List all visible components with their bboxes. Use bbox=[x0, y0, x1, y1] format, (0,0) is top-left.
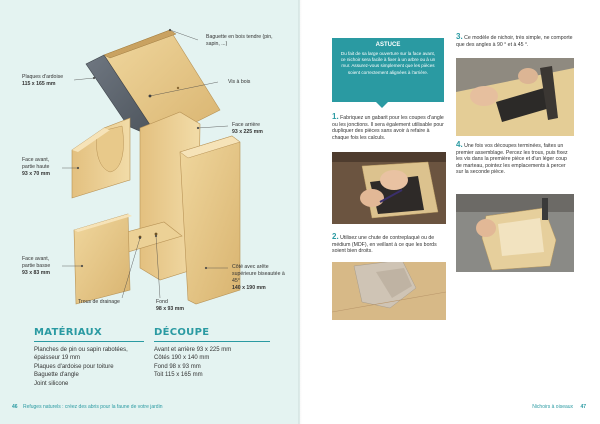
label-avant-bas bbox=[22, 256, 62, 277]
label-arriere-dim: 93 x 225 mm bbox=[232, 129, 263, 135]
decoupe-list bbox=[154, 346, 231, 380]
label-cote-title: Côté avec arête supérieure biseautée à 45° bbox=[232, 264, 285, 284]
astuce-box bbox=[332, 38, 444, 102]
list-item: Toit 115 x 165 mm bbox=[154, 372, 203, 379]
label-avant-haut bbox=[22, 157, 62, 178]
label-avant-haut-title: Face avant, partie haute bbox=[22, 157, 50, 170]
step-text: Fabriquez un gabarit pour les coupes d'angle ou les jonctions. Il sera également utilisable pour dupliquer des pièces sans avoir à refaire à chaque fois les calculs. bbox=[332, 115, 444, 141]
step-number: 3. bbox=[456, 32, 463, 41]
label-trous: Trous de drainage bbox=[78, 299, 120, 305]
page-number-right: 47 bbox=[580, 404, 586, 410]
list-item: Baguette d'angle bbox=[34, 372, 79, 379]
list-item: Côtés 190 x 140 mm bbox=[154, 355, 210, 362]
step-4 bbox=[456, 142, 574, 176]
step-number: 1. bbox=[332, 112, 339, 121]
label-avant-bas-dim: 93 x 83 mm bbox=[22, 270, 50, 276]
list-item: Avant et arrière 93 x 225 mm bbox=[154, 347, 232, 353]
screw bbox=[177, 87, 179, 89]
list-item: Planches de pin ou sapin rabotées, bbox=[34, 347, 128, 353]
photo-step-3-angle-square bbox=[456, 58, 574, 136]
step-text: Utilisez une chute de contreplaqué ou de médium (MDF), en veillant à ce que les bords soient bien droits. bbox=[332, 235, 437, 255]
list-item: Joint silicone bbox=[34, 380, 69, 387]
label-ardoise bbox=[22, 74, 82, 88]
label-avant-haut-dim: 93 x 70 mm bbox=[22, 171, 50, 177]
label-cote-dim: 140 x 190 mm bbox=[232, 285, 266, 291]
label-fond-dim: 98 x 93 mm bbox=[156, 306, 184, 312]
astuce-tab bbox=[376, 102, 388, 108]
front-panel-bottom bbox=[74, 214, 130, 304]
astuce-body: Du fait de sa large ouverture sur la face avant, ce nichoir sera facile à fixer à un arbre ou à un mur. Assurez-vous simplement que les pièces soient correctement alignées à l'arrière. bbox=[340, 51, 436, 75]
list-item: épaisseur 19 mm bbox=[34, 355, 81, 362]
list-item: Plaques d'ardoise pour toiture bbox=[34, 363, 114, 370]
photo-step-4-assembly bbox=[456, 194, 574, 272]
footer-left bbox=[12, 404, 162, 410]
step-text: Ce modèle de nichoir, très simple, ne comporte que des angles à 90 ° et à 45 °. bbox=[456, 35, 573, 48]
astuce-title: ASTUCE bbox=[375, 42, 401, 48]
label-arriere-title: Face arrière bbox=[232, 122, 260, 128]
label-vis: Vis à bois bbox=[228, 79, 251, 85]
decoupe-title: DÉCOUPE bbox=[154, 327, 210, 338]
materiaux-title: MATÉRIAUX bbox=[34, 327, 102, 338]
materiaux-rule bbox=[34, 341, 144, 342]
label-cote bbox=[232, 264, 290, 292]
label-baguette: Baguette en bois tendre (pin, sapin, ...) bbox=[206, 34, 273, 47]
page-number-left: 46 bbox=[12, 404, 18, 410]
step-text: Une fois vos découpes terminées, faites un premier assemblage. Percez les trous, puis fixez les vis dans la première pièce et d'un léger coup de marteau, pointez les emplacements à percer sur la seconde pièce. bbox=[456, 143, 568, 176]
footer-right-text: Nichoirs à oiseaux bbox=[532, 404, 574, 410]
step-number: 2. bbox=[332, 232, 339, 241]
step-number: 4. bbox=[456, 140, 463, 149]
step-2 bbox=[332, 234, 448, 255]
label-fond-title: Fond bbox=[156, 299, 168, 305]
label-ardoise-dim: 115 x 165 mm bbox=[22, 81, 56, 87]
list-item: Fond 98 x 93 mm bbox=[154, 363, 201, 370]
label-avant-bas-title: Face avant, partie basse bbox=[22, 256, 51, 269]
footer-right bbox=[532, 404, 586, 410]
materiaux-list bbox=[34, 346, 128, 388]
label-arriere bbox=[232, 122, 282, 136]
photo-step-2-mdf-template bbox=[332, 262, 446, 320]
photo-step-1-marking bbox=[332, 152, 446, 224]
step-3 bbox=[456, 34, 574, 48]
side-panel-beveled bbox=[180, 136, 240, 304]
label-ardoise-title: Plaques d'ardoise bbox=[22, 74, 64, 80]
decoupe-rule bbox=[154, 341, 270, 342]
step-1 bbox=[332, 114, 446, 141]
label-fond bbox=[156, 299, 206, 313]
footer-left-text: Refuges naturels : créez des abris pour la faune de votre jardin bbox=[22, 404, 163, 410]
